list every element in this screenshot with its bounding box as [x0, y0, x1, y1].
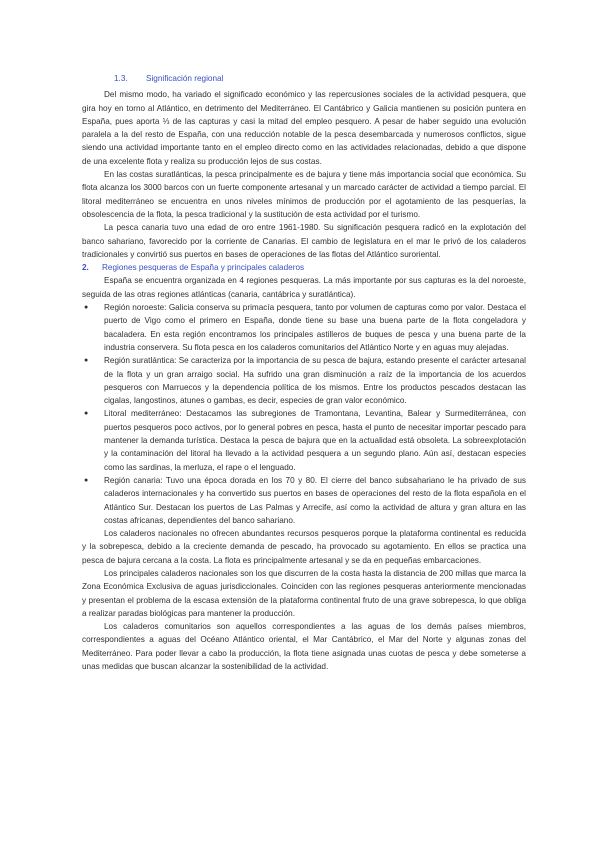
list-item [82, 407, 526, 473]
section-title: Significación regional [146, 74, 224, 83]
bullet-icon: ● [84, 304, 89, 312]
paragraph: La pesca canaria tuvo una edad de oro entre 1961-1980. Su significación pesquera radicó en la explotación del banco sahariano, favorecido por la corriente de Canarias. El cambio de legislatura en el mar le privó de los caladeros tradicionales y convirtió sus puertos en bases de operaciones de las flotas del Atlántico suroriental. [82, 223, 526, 259]
paragraph: Del mismo modo, ha variado el significado económico y las repercusiones sociales de la actividad pesquera, que gira hoy en torno al Atlántico, en detrimento del Mediterráneo. El Cantábrico y Galicia mantienen su posición puntera en España, pues aporta ⅓ de las capturas y casi la mitad del empleo pesquero. A pesar de haber seguido una evolución paralela a la del resto de España, con una reducción notable de la pesca desembarcada y numerosos conflictos, sigue siendo una actividad importante tanto en el empleo directo como en las actividades relacionadas, debido a que dispone de una excelente flota y realiza su producción lejos de sus costas. [82, 90, 526, 166]
list-item [82, 354, 526, 407]
section-number: 1.3. [114, 74, 128, 83]
section-heading-1-3 [82, 72, 526, 85]
bullet-icon: ● [84, 357, 89, 365]
paragraph: Los caladeros nacionales no ofrecen abundantes recursos pesqueros porque la plataforma continental es reducida y la sobrepesca, debido a la creciente demanda de pescado, ha provocado su agotamiento. En ellos se practica una pesca de bajura cercana a la costa. La flota es principalmente artesanal y se da en pequeñas embarcaciones. [82, 529, 526, 565]
list-item-text: Región noroeste: Galicia conserva su primacía pesquera, tanto por volumen de capturas como por valor. Destaca el puerto de Vigo como el primero en España, donde tiene su base una buena parte de la flota congeladora y bacaladera. En esta región encontramos los principales astilleros de buques de pesca y una buena parte de la industria conservera. Su flota pesca en los caladeros comunitarios del Atlántico Norte y en aguas muy alejadas. [104, 303, 526, 352]
document-body [82, 72, 526, 673]
paragraph: En las costas suratlánticas, la pesca principalmente es de bajura y tiene más importancia social que económica. Su flota alcanza los 3000 barcos con un fuerte componente artesanal y un marcado carácter de actividad a tiempo parcial. El litoral mediterráneo se encuentra en unos niveles mínimos de producción por el agotamiento de las pesquerías, la obsolescencia de la flota, la pesca tradicional y la sustitución de esta actividad por el turismo. [82, 170, 526, 219]
list-item-text: Región suratlántica: Se caracteriza por la importancia de su pesca de bajura, estando presente el carácter artesanal de la flota y un gran arraigo social. Ha sufrido una gran disminución a raíz de la importancia de los acuerdos pesqueros con Marruecos y la dependencia política de los mismos. Entre los productos pescados destacan las cigalas, langostinos, atunes o gambas, es decir, especies de gran valor económico. [104, 356, 526, 406]
paragraph: Los caladeros comunitarios son aquellos correspondientes a las aguas de los demás países miembros, correspondientes a aguas del Océano Atlántico oriental, el Mar Cantábrico, el Mar del Norte y algunas zonas del Mediterráneo. Para poder llevar a cabo la producción, la flota tiene asignada unas cuotas de pesca y debe someterse a unas medidas que buscan alcanzar la sostenibilidad de la actividad. [82, 622, 526, 672]
list-item [82, 474, 526, 527]
list-item-text: Región canaria: Tuvo una época dorada en los 70 y 80. El cierre del banco subsahariano le ha privado de sus caladeros internacionales y ha convertido sus puertos en bases de operaciones del resto de la flota española en el Atlántico Sur. Destacan los puertos de Las Palmas y Arrecife, así como la actividad de altura y gran altura en las costas africanas, dependientes del banco sahariano. [104, 475, 526, 525]
bullet-icon: ● [84, 410, 89, 418]
regions-list [82, 301, 526, 527]
list-item [82, 301, 526, 354]
section-title: Regiones pesqueras de España y principales caladeros [102, 263, 305, 273]
paragraph: Los principales caladeros nacionales son los que discurren de la costa hasta la distancia de 200 millas que marca la Zona Económica Exclusiva de aguas jurisdiccionales. Coinciden con las regiones pesqueras anteriormente mencionadas y presentan el problema de la escasa extensión de la plataforma continental fruto de una grave sobrepesca, lo que obliga a realizar paradas biológicas para mantener la producción. [82, 568, 526, 618]
list-item-text: Litoral mediterráneo: Destacamos las subregiones de Tramontana, Levantina, Balear y Surmediterránea, con puertos pesqueros poco activos, por lo general pobres en pesca, hasta el punto de necesitar importar pescado para mantener la demanda turística. Destaca la pesca de bajura que en la actualidad está obsoleta. La sobreexplotación y la contaminación del litoral ha llevado a la actividad pesquera a un segundo plano. Aún así, destacan especies como las sardinas, la merluza, el rape o el lenguado. [104, 409, 526, 472]
bullet-icon: ● [84, 476, 89, 484]
section-number: 2. [82, 263, 89, 273]
paragraph-intro: España se encuentra organizada en 4 regiones pesqueras. La más importante por sus capturas es la del noroeste, seguida de las otras regiones atlánticas (canaria, cantábrica y suratlántica). [82, 276, 526, 299]
section-heading-2 [82, 261, 526, 274]
